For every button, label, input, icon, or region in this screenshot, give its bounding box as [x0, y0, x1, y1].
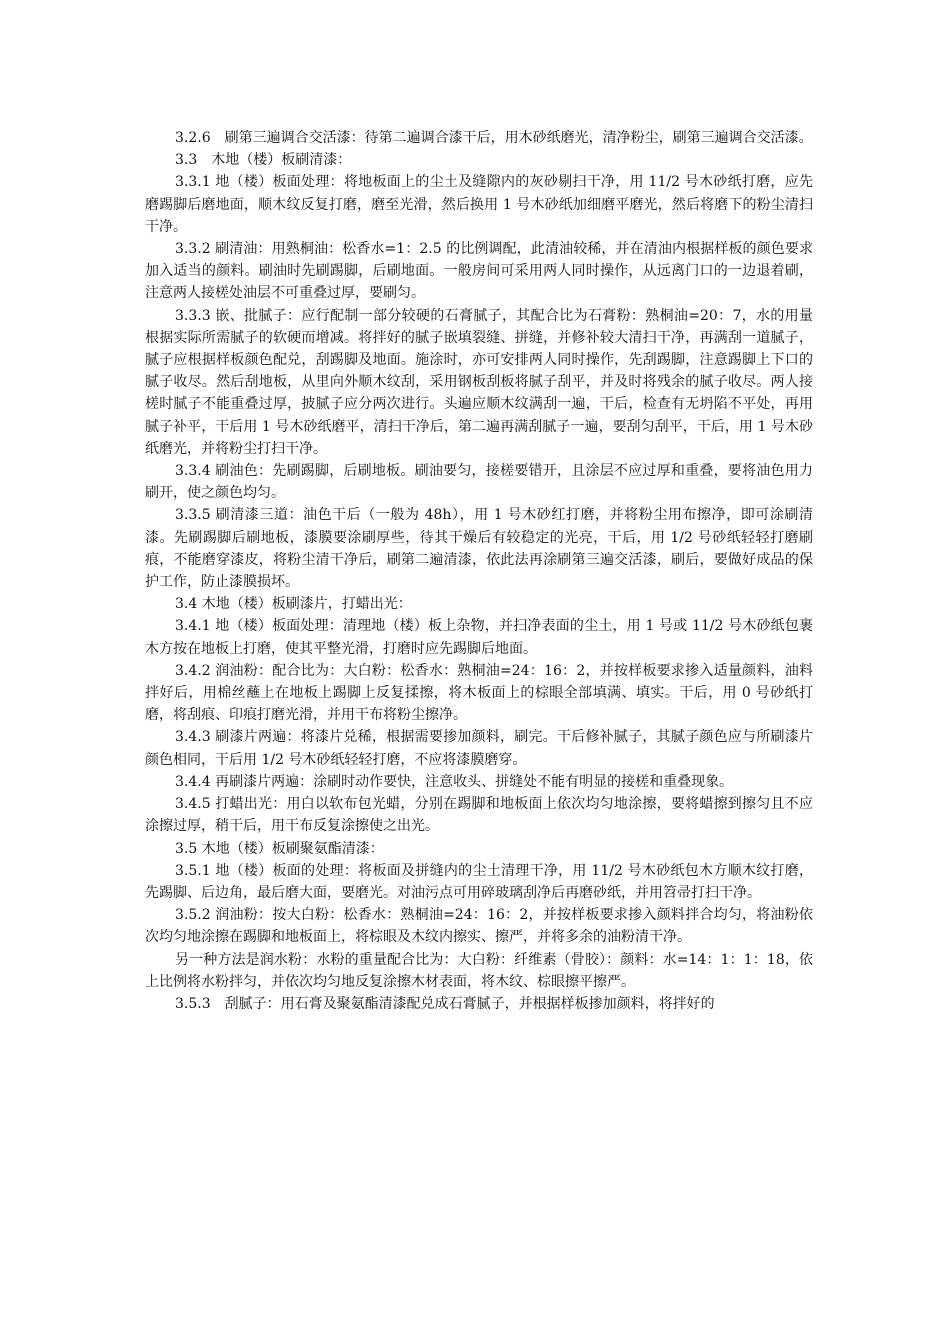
- heading-3-3: 3.3 木地（楼）板刷清漆：: [175, 152, 352, 169]
- paragraph-3-3-1: 3.3.1 地（楼）板面处理：将地板面上的尘土及缝隙内的灰砂剔扫干净，用 11/2 号木砂纸打磨，应先磨踢脚后磨地面，顺木纹反复打磨，磨至光滑，然后换用 1 号木砂纸加细磨平磨光，然后将磨下的粉尘清扫干净。: [145, 174, 813, 235]
- heading-3-4: 3.4 木地（楼）板刷漆片，打蜡出光：: [175, 596, 412, 613]
- paragraph-3-5-3: 3.5.3 刮腻子：用石膏及聚氨酯清漆配兑成石膏腻子，并根据样板掺加颜料，将拌好的: [175, 995, 715, 1012]
- paragraph-3-3-3: 3.3.3 嵌、批腻子：应行配制一部分较硬的石膏腻子，其配合比为石膏粉：熟桐油=20：7，水的用量根据实际所需腻子的软硬而增减。将拌好的腻子嵌填裂缝、拼缝，并修补较大清扫干净，再满刮一道腻子，腻子应根据样板颜色配兑，刮踢脚及地面。施涂时，亦可安排两人同时操作，先刮踢脚，注意踢脚上下口的腻子收尽。然后刮地板，从里向外顺木纹刮，采用钢板刮板将腻子刮平，并及时将残余的腻子收尽。两人接槎时腻子不能重叠过厚，披腻子应分两次进行。头遍应顺木纹满刮一遍，干后，检查有无坍陷不平处，再用腻子补平，干后用 1 号木砂纸磨平，清扫干净后，第二遍再满刮腻子一遍，要刮匀刮平，干后，用 1 号木砂纸磨光，并将粉尘打扫干净。: [145, 307, 813, 457]
- document-body: [145, 127, 813, 1015]
- paragraph-3-5-1: 3.5.1 地（楼）板面的处理：将板面及拼缝内的尘土清理干净，用 11/2 号木砂纸包木方顺木纹打磨，先踢脚、后边角，最后磨大面，要磨光。对油污点可用碎玻璃刮净后再磨砂纸，并用笤帚打扫干净。: [145, 862, 813, 901]
- paragraph-3-4-2: 3.4.2 润油粉：配合比为：大白粉：松香水：熟桐油=24：16：2，并按样板要求掺入适量颜料，油料拌好后，用棉丝蘸上在地板上踢脚上反复揉擦，将木板面上的棕眼全部填满、填实。干后，用 0 号砂纸打磨，将刮痕、印痕打磨光滑，并用干布将粉尘擦净。: [145, 662, 813, 724]
- paragraph-3-4-4: 3.4.4 再刷漆片两遍：涂刷时动作要快，注意收头、拼缝处不能有明显的接槎和重叠现象。: [175, 773, 734, 790]
- paragraph-3-5-2: 3.5.2 润油粉：按大白粉：松香水：熟桐油=24：16：2，并按样板要求掺入颜料拌合均匀，将油粉依次均匀地涂擦在踢脚和地板面上，将棕眼及木纹内擦实、擦严，并将多余的油粉清干净。: [145, 907, 813, 946]
- paragraph-3-3-5: 3.3.5 刷清漆三道：油色干后（一般为 48h），用 1 号木砂红打磨，并将粉尘用布擦净，即可涂刷清漆。先刷踢脚后刷地板，漆膜要涂刷厚些，待其干燥后有较稳定的光亮，干后，用 1/2 号砂纸轻轻打磨刷痕，不能磨穿漆皮，将粉尘清干净后，刷第二遍清漆，依此法再涂刷第三遍交活漆，刷后，要做好成品的保护工作，防止漆膜损坏。: [145, 507, 813, 591]
- paragraph-3-4-3: 3.4.3 刷漆片两遍：将漆片兑稀，根据需要掺加颜料，刷完。干后修补腻子，其腻子颜色应与所刷漆片颜色相同，干后用 1/2 号木砂纸轻轻打磨，不应将漆膜磨穿。: [145, 729, 813, 768]
- paragraph-3-3-2: 3.3.2 刷清油：用熟桐油：松香水=1：2.5 的比例调配，此清油较稀，并在清油内根据样板的颜色要求加入适当的颜料。刷油时先刷踢脚，后刷地面。一般房间可采用两人同时操作，从远离门口的一边退着刷，注意两人接槎处油层不可重叠过厚，要刷匀。: [145, 241, 813, 302]
- paragraph-alt-method: 另一种方法是润水粉：水粉的重量配合比为：大白粉：纤维素（骨胶）：颜料：水=14：1：1：18，依上比例将水粉拌匀，并依次均匀地反复涂擦木材表面，将木纹、棕眼擦平擦严。: [145, 951, 813, 990]
- paragraph-3-3-4: 3.3.4 刷油色：先刷踢脚，后刷地板。刷油要匀，接槎要错开，且涂层不应过厚和重叠，要将油色用力刷开，使之颜色均匀。: [145, 463, 813, 502]
- heading-3-5: 3.5 木地（楼）板刷聚氨酯清漆：: [175, 840, 384, 857]
- paragraph-3-4-1: 3.4.1 地（楼）板面处理：清理地（楼）板上杂物，并扫净表面的尘土，用 1 号或 11/2 号木砂纸包裹木方按在地板上打磨，使其平整光滑，打磨时应先踢脚后地面。: [145, 618, 813, 657]
- paragraph-3-2-6: 3.2.6 刷第三遍调合交活漆：待第二遍调合漆干后，用木砂纸磨光，清净粉尘，刷第三遍调合交活漆。: [175, 130, 813, 146]
- paragraph-3-4-5: 3.4.5 打蜡出光：用白以软布包光蜡，分别在踢脚和地板面上依次均匀地涂擦，要将蜡擦到擦匀且不应涂擦过厚，稍干后，用干布反复涂擦使之出光。: [145, 796, 813, 835]
